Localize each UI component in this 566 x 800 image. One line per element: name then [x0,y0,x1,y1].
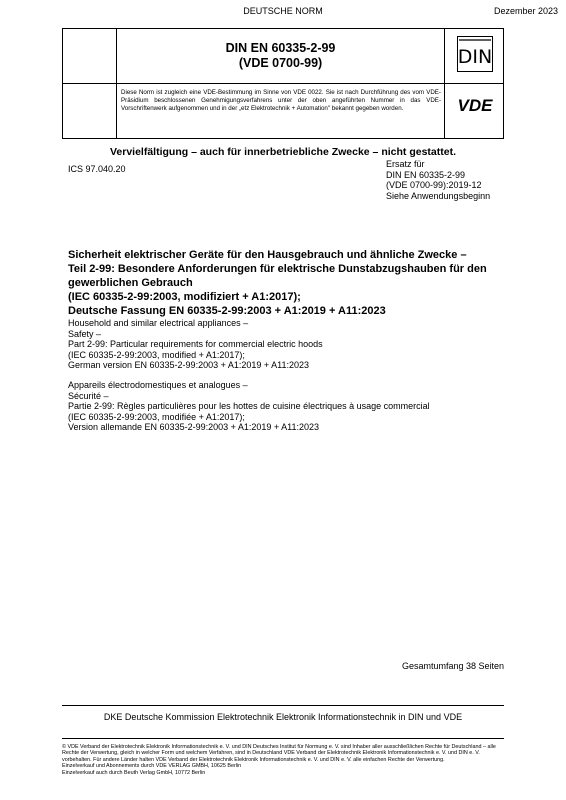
french-title-line: Sécurité – [68,390,109,401]
english-title-line: Safety – [68,328,102,339]
din-number: DIN EN 60335-2-99 [225,41,336,55]
ics-code: ICS 97.040.20 [68,164,126,174]
german-title [68,248,500,318]
din-logo-text: DIN [457,46,493,68]
sales-line: Einzelverkauf auch durch Beuth Verlag GmbH, 10772 Berlin [62,769,206,776]
vde-notice: Diese Norm ist zugleich eine VDE-Bestimmung im Sinne von VDE 0022. Sie ist nach Durchführung des vom VDE-Präsidium beschlossenen Genehmigungsverfahrens unter der oben angeführten Nummer in das VDE-Vorschriftenwerk aufgenommen und in der „etz Elektrotechnik + Automation" bekannt gegeben worden. [121,89,441,113]
reproduction-notice: Vervielfältigung – auch für innerbetriebliche Zwecke – nicht gestattet. [109,146,456,158]
standard-number [117,41,444,71]
replacement-line: DIN EN 60335-2-99 [386,169,466,180]
vde-logo-text: VDE [457,97,493,113]
divider-above-dke [62,705,504,706]
french-title-line: Version allemande EN 60335-2-99:2003 + A1:2019 + A11:2023 [68,422,320,433]
english-title-line: Part 2-99: Particular requirements for commercial electric hoods [68,339,323,350]
english-title [68,318,500,371]
vde-number: (VDE 0700-99) [238,56,323,70]
sales-line: Einzelverkauf und Abonnements durch VDE VERLAG GMBH, 10625 Berlin [62,763,242,770]
issue-date: Dezember 2023 [493,6,558,16]
german-title-line: Sicherheit elektrischer Geräte für den Hausgebrauch und ähnliche Zwecke – [68,249,467,261]
english-title-line: (IEC 60335-2-99:2003, modified + A1:2017); [68,349,245,360]
title-box [62,28,504,139]
total-pages: Gesamtumfang 38 Seiten [401,661,504,671]
replacement-info [386,159,490,201]
dke-line: DKE Deutsche Kommission Elektrotechnik Elektronik Informationstechnik in DIN und VDE [103,712,463,722]
french-title-line: Appareils électrodomestiques et analogues – [68,380,248,390]
replacement-line: Siehe Anwendungsbeginn [386,190,491,201]
german-title-line: (IEC 60335-2-99:2003, modifiziert + A1:2017); [68,291,301,303]
copyright-text: © VDE Verband der Elektrotechnik Elektronik Informationstechnik e. V. und DIN Deutsches Institut für Normung e. V. sind Inhaber aller ausschließlichen Rechte für Deutschland – alle Rechte der Verwertung, gleich in welcher Form und welchem Verfahren, sind in Deutschland VDE Verband der Elektrotechnik Elektronik Informationstechnik e. V. und DIN e. V. vorbehalten. Für andere Länder halten VDE Verband der Elektrotechnik Elektronik Informationstechnik e. V. und DIN e. V. alle einfachen Rechte der Verwertung. [62,744,496,763]
copyright-footer [62,744,504,776]
doc-type-header: DEUTSCHE NORM [243,6,323,16]
din-logo [457,36,493,72]
french-title-line: (IEC 60335-2-99:2003, modifiée + A1:2017); [68,411,245,422]
french-title-line: Partie 2-99: Règles particulières pour les hottes de cuisine électriques à usage commercial [68,401,430,412]
english-title-line: German version EN 60335-2-99:2003 + A1:2019 + A11:2023 [68,360,310,371]
blank-cell-bottom [63,84,117,138]
english-title-line: Household and similar electrical appliances – [68,318,249,328]
replacement-line: Ersatz für [386,159,425,169]
blank-cell-top [63,29,117,83]
german-title-line: gewerblichen Gebrauch [68,277,193,289]
divider-above-footer [62,738,504,739]
replacement-line: (VDE 0700-99):2019-12 [386,180,482,190]
vde-logo [449,97,501,113]
german-title-line: Teil 2-99: Besondere Anforderungen für elektrische Dunstabzugshauben für den [68,263,487,275]
french-title [68,380,500,433]
logo-divider [444,29,445,138]
german-title-line: Deutsche Fassung EN 60335-2-99:2003 + A1:2019 + A11:2023 [68,305,386,317]
